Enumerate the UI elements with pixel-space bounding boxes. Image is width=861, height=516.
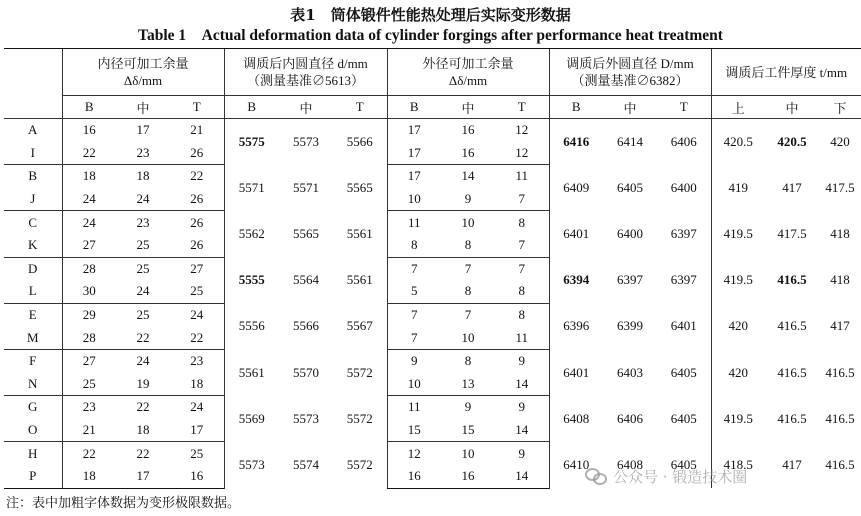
- inner-diameter-cell: 5561: [346, 225, 373, 241]
- table-row: [4, 396, 861, 419]
- inner-allowance-cell: 24: [116, 188, 170, 211]
- inner-allowance-cell: 23: [190, 353, 204, 369]
- inner-diameter-cell: 5556: [224, 303, 279, 349]
- outer-diameter-cell: 6405: [617, 179, 644, 195]
- inner-allowance-cell: 24: [62, 211, 116, 234]
- inner-allowance-cell: 25: [170, 280, 224, 303]
- thickness-cell: 417: [830, 318, 850, 334]
- outer-allowance-cell: 14: [495, 465, 549, 488]
- inner-diameter-cell: 5571: [293, 179, 319, 195]
- outer-allowance-cell: 7: [387, 326, 441, 349]
- row-id-cell: C: [28, 214, 38, 230]
- thickness-cell: 420: [830, 133, 850, 149]
- inner-allowance-cell: 19: [116, 373, 170, 396]
- inner-diameter-cell: 5555: [224, 257, 279, 303]
- inner-diameter-cell: 5575: [224, 119, 279, 165]
- row-id-cell: M: [4, 326, 62, 349]
- outer-allowance-cell: 7: [464, 260, 472, 276]
- outer-allowance-cell: 12: [495, 142, 549, 165]
- inner-allowance-cell: 26: [190, 214, 204, 230]
- inner-diameter-cell: 5573: [293, 410, 319, 426]
- table-row: [4, 119, 861, 142]
- sub-header: B: [62, 96, 116, 119]
- outer-diameter-cell: 6399: [617, 318, 644, 334]
- header-outer-diameter: 调质后外圆直径 D/mm （测量基准∅6382）: [549, 49, 711, 96]
- outer-allowance-cell: 7: [518, 260, 526, 276]
- outer-allowance-cell: 8: [441, 280, 495, 303]
- outer-allowance-cell: 10: [461, 214, 475, 230]
- outer-allowance-cell: 7: [495, 234, 549, 257]
- outer-allowance-cell: 10: [461, 445, 475, 461]
- inner-allowance-cell: 23: [136, 214, 150, 230]
- thickness-cell: 417: [782, 456, 802, 472]
- thickness-cell: 419: [711, 165, 765, 211]
- outer-allowance-cell: 9: [518, 353, 526, 369]
- thickness-cell: 416.5: [825, 364, 855, 380]
- outer-diameter-cell: 6408: [549, 396, 603, 442]
- inner-diameter-cell: 5567: [346, 318, 373, 334]
- outer-diameter-cell: 6397: [670, 272, 697, 288]
- thickness-cell: 417.5: [825, 179, 855, 195]
- inner-allowance-cell: 27: [62, 234, 116, 257]
- sub-header: B: [549, 96, 603, 119]
- row-id-cell: B: [28, 168, 38, 184]
- outer-allowance-cell: 9: [518, 445, 526, 461]
- inner-allowance-cell: 26: [170, 234, 224, 257]
- outer-allowance-cell: 7: [495, 188, 549, 211]
- inner-allowance-cell: 25: [116, 234, 170, 257]
- inner-allowance-cell: 22: [62, 442, 116, 465]
- table-note: 注：表中加粗字体数据为变形极限数据。: [6, 495, 241, 511]
- outer-diameter-cell: 6394: [549, 257, 603, 303]
- inner-diameter-cell: 5574: [293, 456, 319, 472]
- outer-allowance-cell: 16: [441, 142, 495, 165]
- inner-allowance-cell: 24: [62, 188, 116, 211]
- thickness-cell: 419.5: [711, 396, 765, 442]
- outer-diameter-cell: 6405: [670, 364, 697, 380]
- deformation-data-table: [4, 48, 861, 489]
- outer-allowance-cell: 10: [387, 373, 441, 396]
- outer-allowance-cell: 9: [441, 188, 495, 211]
- thickness-cell: 420: [711, 349, 765, 395]
- inner-diameter-cell: 5566: [293, 318, 319, 334]
- outer-allowance-cell: 15: [387, 419, 441, 442]
- outer-allowance-cell: 16: [441, 465, 495, 488]
- row-id-cell: A: [28, 122, 38, 138]
- inner-allowance-cell: 24: [190, 307, 204, 323]
- outer-allowance-cell: 9: [387, 349, 441, 372]
- row-id-cell: O: [4, 419, 62, 442]
- inner-allowance-cell: 25: [62, 373, 116, 396]
- table-body: [4, 119, 861, 489]
- inner-allowance-cell: 22: [136, 399, 150, 415]
- outer-allowance-cell: 7: [387, 257, 441, 280]
- inner-allowance-cell: 23: [116, 142, 170, 165]
- outer-allowance-cell: 9: [464, 399, 472, 415]
- outer-diameter-cell: 6410: [549, 442, 603, 488]
- thickness-cell: 418: [830, 272, 850, 288]
- inner-allowance-cell: 18: [116, 419, 170, 442]
- inner-diameter-cell: 5573: [224, 442, 279, 488]
- thickness-cell: 418.5: [711, 442, 765, 488]
- inner-allowance-cell: 25: [190, 445, 204, 461]
- thickness-cell: 417.5: [777, 225, 807, 241]
- outer-allowance-cell: 11: [495, 326, 549, 349]
- outer-allowance-cell: 13: [441, 373, 495, 396]
- sub-header: 中: [441, 96, 495, 119]
- inner-allowance-cell: 22: [62, 142, 116, 165]
- header-inner-diameter: 调质后内圆直径 d/mm （测量基准∅5613）: [224, 49, 387, 96]
- outer-diameter-cell: 6397: [617, 272, 644, 288]
- sub-header: 上: [711, 96, 765, 119]
- outer-diameter-cell: 6409: [549, 165, 603, 211]
- outer-allowance-cell: 5: [387, 280, 441, 303]
- row-id-cell: P: [4, 465, 62, 488]
- wechat-logo-icon: [585, 468, 607, 486]
- outer-allowance-cell: 12: [387, 442, 441, 465]
- sub-header: 中: [116, 96, 170, 119]
- thickness-cell: 416.5: [777, 410, 807, 426]
- inner-allowance-cell: 16: [62, 119, 116, 142]
- inner-allowance-cell: 18: [62, 465, 116, 488]
- sub-header: 中: [603, 96, 657, 119]
- thickness-cell: 416.5: [777, 318, 807, 334]
- outer-allowance-cell: 11: [387, 396, 441, 419]
- thickness-cell: 416.5: [777, 364, 807, 380]
- header-inner-allowance: 内径可加工余量 Δδ/mm: [62, 49, 224, 96]
- outer-diameter-cell: 6401: [549, 349, 603, 395]
- outer-diameter-cell: 6405: [670, 410, 697, 426]
- inner-diameter-cell: 5572: [346, 364, 373, 380]
- inner-diameter-cell: 5572: [346, 410, 373, 426]
- row-id-cell: I: [4, 142, 62, 165]
- outer-allowance-cell: 8: [518, 307, 526, 323]
- row-id-cell: J: [4, 188, 62, 211]
- header-thickness: 调质后工件厚度 t/mm: [711, 49, 861, 96]
- outer-allowance-cell: 17: [387, 119, 441, 142]
- outer-diameter-cell: 6414: [617, 133, 644, 149]
- sub-header: B: [224, 96, 279, 119]
- outer-allowance-cell: 8: [441, 234, 495, 257]
- inner-allowance-cell: 22: [170, 326, 224, 349]
- watermark: [585, 466, 747, 487]
- inner-allowance-cell: 22: [190, 168, 204, 184]
- sub-header: T: [333, 96, 387, 119]
- row-id-cell: L: [4, 280, 62, 303]
- inner-allowance-cell: 21: [190, 122, 204, 138]
- table-row: [4, 303, 861, 326]
- outer-diameter-cell: 6416: [549, 119, 603, 165]
- outer-allowance-cell: 7: [464, 307, 472, 323]
- sub-header: 下: [819, 96, 861, 119]
- row-id-cell: N: [4, 373, 62, 396]
- row-id-header: [4, 49, 62, 119]
- outer-allowance-cell: 8: [518, 214, 526, 230]
- thickness-cell: 420: [711, 303, 765, 349]
- thickness-cell: 420.5: [711, 119, 765, 165]
- inner-diameter-cell: 5565: [346, 179, 373, 195]
- table-row: [4, 442, 861, 465]
- outer-allowance-cell: 10: [387, 188, 441, 211]
- outer-allowance-cell: 8: [464, 353, 472, 369]
- inner-allowance-cell: 22: [116, 326, 170, 349]
- inner-allowance-cell: 29: [62, 303, 116, 326]
- inner-allowance-cell: 24: [116, 280, 170, 303]
- inner-diameter-cell: 5571: [224, 165, 279, 211]
- outer-allowance-cell: 8: [387, 234, 441, 257]
- inner-diameter-cell: 5572: [346, 456, 373, 472]
- inner-diameter-cell: 5562: [224, 211, 279, 257]
- thickness-cell: 420.5: [777, 133, 807, 149]
- outer-allowance-cell: 14: [495, 373, 549, 396]
- table-caption-en: Table 1 Actual deformation data of cylinder forgings after performance heat treatment: [138, 27, 723, 44]
- thickness-cell: 419.5: [711, 257, 765, 303]
- inner-allowance-cell: 21: [62, 419, 116, 442]
- thickness-cell: 416.5: [825, 410, 855, 426]
- inner-diameter-cell: 5570: [293, 364, 319, 380]
- outer-allowance-cell: 16: [387, 465, 441, 488]
- inner-allowance-cell: 18: [62, 165, 116, 188]
- row-id-cell: H: [28, 445, 38, 461]
- inner-allowance-cell: 17: [116, 465, 170, 488]
- inner-diameter-cell: 5564: [293, 272, 319, 288]
- row-id-cell: D: [28, 260, 38, 276]
- inner-diameter-cell: 5561: [224, 349, 279, 395]
- inner-allowance-cell: 28: [62, 257, 116, 280]
- thickness-cell: 416.5: [825, 456, 855, 472]
- inner-allowance-cell: 17: [136, 122, 150, 138]
- thickness-cell: 417: [782, 179, 802, 195]
- outer-diameter-cell: 6403: [617, 364, 644, 380]
- inner-allowance-cell: 27: [62, 349, 116, 372]
- inner-allowance-cell: 24: [136, 353, 150, 369]
- thickness-cell: 416.5: [777, 272, 807, 288]
- inner-diameter-cell: 5573: [293, 133, 319, 149]
- outer-allowance-cell: 7: [387, 303, 441, 326]
- outer-diameter-cell: 6406: [617, 410, 644, 426]
- row-id-cell: K: [4, 234, 62, 257]
- inner-allowance-cell: 18: [136, 168, 150, 184]
- sub-header: T: [495, 96, 549, 119]
- outer-allowance-cell: 16: [461, 122, 475, 138]
- outer-diameter-cell: 6406: [670, 133, 697, 149]
- outer-allowance-cell: 11: [515, 168, 529, 184]
- outer-diameter-cell: 6408: [617, 456, 644, 472]
- outer-allowance-cell: 17: [387, 165, 441, 188]
- watermark-text: 公众号 · 锻造技术圈: [613, 468, 748, 486]
- sub-header: T: [657, 96, 711, 119]
- outer-allowance-cell: 17: [387, 142, 441, 165]
- table-row: [4, 257, 861, 280]
- outer-allowance-cell: 15: [441, 419, 495, 442]
- inner-allowance-cell: 17: [170, 419, 224, 442]
- table-row: [4, 349, 861, 372]
- table-row: [4, 211, 861, 234]
- outer-diameter-cell: 6401: [670, 318, 697, 334]
- sub-header: 中: [279, 96, 333, 119]
- inner-allowance-cell: 24: [190, 399, 204, 415]
- inner-diameter-cell: 5569: [224, 396, 279, 442]
- inner-allowance-cell: 23: [62, 396, 116, 419]
- inner-allowance-cell: 25: [136, 307, 150, 323]
- inner-allowance-cell: 25: [136, 260, 150, 276]
- inner-allowance-cell: 28: [62, 326, 116, 349]
- thickness-cell: 418: [830, 225, 850, 241]
- inner-allowance-cell: 27: [190, 260, 204, 276]
- outer-diameter-cell: 6401: [549, 211, 603, 257]
- outer-diameter-cell: 6405: [670, 456, 697, 472]
- table-row: [4, 165, 861, 188]
- row-id-cell: F: [29, 353, 37, 369]
- inner-allowance-cell: 16: [170, 465, 224, 488]
- outer-allowance-cell: 9: [518, 399, 526, 415]
- inner-diameter-cell: 5561: [346, 272, 373, 288]
- header-outer-allowance: 外径可加工余量 Δδ/mm: [387, 49, 549, 96]
- inner-allowance-cell: 22: [136, 445, 150, 461]
- sub-header: 中: [765, 96, 819, 119]
- row-id-cell: G: [28, 399, 38, 415]
- inner-allowance-cell: 18: [170, 373, 224, 396]
- outer-allowance-cell: 14: [495, 419, 549, 442]
- outer-diameter-cell: 6396: [549, 303, 603, 349]
- inner-allowance-cell: 30: [62, 280, 116, 303]
- inner-allowance-cell: 26: [170, 188, 224, 211]
- outer-allowance-cell: 8: [495, 280, 549, 303]
- inner-allowance-cell: 26: [170, 142, 224, 165]
- outer-allowance-cell: 10: [441, 326, 495, 349]
- inner-diameter-cell: 5566: [346, 133, 373, 149]
- outer-diameter-cell: 6400: [617, 225, 644, 241]
- inner-diameter-cell: 5565: [293, 225, 319, 241]
- outer-allowance-cell: 12: [515, 122, 529, 138]
- row-id-cell: E: [28, 307, 37, 323]
- outer-diameter-cell: 6397: [670, 225, 697, 241]
- outer-allowance-cell: 14: [461, 168, 475, 184]
- sub-header: T: [170, 96, 224, 119]
- thickness-cell: 419.5: [711, 211, 765, 257]
- outer-diameter-cell: 6400: [670, 179, 697, 195]
- table-caption-zh: 表1 筒体锻件性能热处理后实际变形数据: [290, 6, 571, 24]
- outer-allowance-cell: 11: [387, 211, 441, 234]
- sub-header: B: [387, 96, 441, 119]
